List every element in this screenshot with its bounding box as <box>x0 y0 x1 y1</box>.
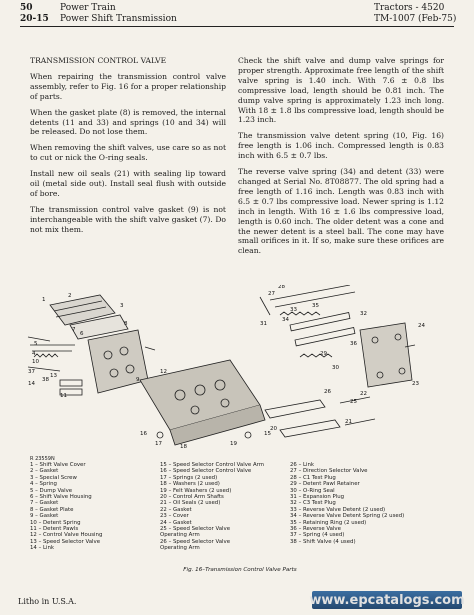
part-callout: 28 <box>278 285 285 290</box>
part-callout: 8 <box>124 321 128 327</box>
legend-item: 8 – Gasket Plate <box>30 506 74 513</box>
exploded-view-illustration <box>20 285 450 455</box>
part-callout: 26 <box>324 389 331 395</box>
legend-item: 21 – Oil Seals (2 used) <box>160 500 221 507</box>
legend-item: 13 – Speed Selector Valve <box>30 538 101 545</box>
part-callout: 3 <box>120 303 124 309</box>
part-callout: 33 <box>290 307 297 313</box>
paragraph: The transmission control valve gasket (9) is not interchangeable with the shift valve gasket (7). Do not mix them. <box>30 204 226 234</box>
legend-col-1 <box>30 462 102 552</box>
legend-item: 15 – Speed Selector Control Valve Arm <box>160 462 265 468</box>
legend-item: 26 – Speed Selector Valve <box>160 538 231 545</box>
legend-item: 24 – Gasket <box>160 519 192 526</box>
legend-item: 12 – Control Valve Housing <box>30 532 103 539</box>
legend-item: 7 – Gasket <box>30 500 59 507</box>
part-callout: 35 <box>312 303 319 309</box>
left-column <box>30 56 226 241</box>
part-callout: 36 <box>350 341 357 347</box>
figure-caption: Fig. 16–Transmission Control Valve Parts <box>183 567 297 573</box>
part-callout: 24 <box>418 323 425 329</box>
part-callout: 25 <box>350 399 357 405</box>
part-callout: 19 <box>230 441 237 447</box>
legend-item: 19 – Felt Washers (2 used) <box>160 487 232 494</box>
paragraph: Check the shift valve and dump valve springs for proper strength. Approximate free length of the shift valve spring is 1.40 inch. With 7.6 ± 0.8 lbs compressive load, length should be 0.81 inch. The dump valve spring is approximately 1.23 inch long. With 18 ± 1.8 lbs compressive load, length should be 1.23 inch. <box>238 56 444 125</box>
legend-item: 36 – Reverse Valve <box>290 526 341 533</box>
legend-item: 31 – Expansion Plug <box>290 494 345 501</box>
paragraph: When removing the shift valves, use care so as not to cut or nick the O-ring seals. <box>30 143 226 163</box>
part-callout: 7 <box>72 327 76 333</box>
legend-item: 33 – Reverse Valve Detent (2 used) <box>290 506 386 513</box>
part-callout: 22 <box>360 391 367 397</box>
right-column <box>238 56 444 262</box>
part-callout: 4 <box>32 351 36 357</box>
part-callout: 18 <box>180 444 187 450</box>
part-callout: 10 <box>32 359 39 365</box>
part-callout: 34 <box>282 317 289 323</box>
paragraph: When the gasket plate (8) is removed, the internal detents (11 and 33) and springs (10 and 34) will be released. Do not lose them. <box>30 107 226 137</box>
legend-col-2 <box>160 462 264 552</box>
part-callout: 23 <box>412 381 419 387</box>
part-callout: 15 <box>264 431 271 437</box>
page-number: 50 <box>20 3 33 13</box>
legend-item: 38 – Shift Valve (4 used) <box>290 538 356 545</box>
legend-item: Operating Arm <box>160 545 200 552</box>
legend-item: 4 – Spring <box>30 481 57 488</box>
legend-item: 32 – C3 Test Plug <box>290 500 336 507</box>
part-callout: 2 <box>68 293 72 299</box>
legend-item: 17 – Springs (2 used) <box>160 474 218 481</box>
legend-item: 3 – Special Screw <box>30 474 77 481</box>
legend-item: 16 – Speed Selector Control Valve <box>160 468 252 475</box>
legend-item: 11 – Detent Pawls <box>30 526 79 533</box>
legend-item: 35 – Retaining Ring (2 used) <box>290 519 367 526</box>
legend-item: 27 – Direction Selector Valve <box>290 468 368 475</box>
manual-title: Tractors - 4520 <box>374 3 445 13</box>
manual-ref: TM-1007 (Feb-75) <box>374 14 457 24</box>
part-callout: 9 <box>136 377 140 383</box>
part-callout: 38 <box>42 377 49 383</box>
part-callout: 30 <box>332 365 339 371</box>
part-callout: 16 <box>140 431 147 437</box>
legend-item: 25 – Speed Selector Valve <box>160 526 231 533</box>
part-callout: 1 <box>42 297 46 303</box>
legend-item: Operating Arm <box>160 532 200 539</box>
part-callout: 17 <box>155 441 162 447</box>
header-rule <box>20 26 454 27</box>
legend-item: 14 – Link <box>30 545 55 552</box>
part-callout: 31 <box>260 321 267 327</box>
legend-item: 18 – Washers (2 used) <box>160 481 220 488</box>
legend-item: 30 – O-Ring Seal <box>290 487 335 494</box>
legend-item: 26 – Link <box>290 462 315 468</box>
legend-item: 6 – Shift Valve Housing <box>30 494 92 501</box>
legend-col-3 <box>290 462 404 545</box>
part-callout: 5 <box>34 341 38 347</box>
part-callout: 27 <box>268 291 275 297</box>
part-callout: 37 <box>28 369 35 375</box>
page-ref: 20-15 <box>20 14 49 24</box>
section-title: Power Train <box>60 3 116 13</box>
paragraph: The reverse valve spring (34) and detent (33) were changed at Serial No. 8T08877. The old spring had a free length of 1.16 inch. Length was 0.83 inch with 6.5 ± 0.7 lbs compressive load. Newer spring is 1.12 inch in length. With 16 ± 1.6 lbs compressive load, length is 0.60 inch. The older detent was a cone and the newer detent is a steel ball. The cone may have small orifices in it. If so, make sure these orifices are clean. <box>238 167 444 256</box>
paragraph: When repairing the transmission control valve assembly, refer to Fig. 16 for a proper relationship of parts. <box>30 71 226 101</box>
part-callout: 13 <box>50 373 57 379</box>
legend-item: 29 – Detent Pawl Retainer <box>290 481 360 488</box>
part-callout: 6 <box>80 331 84 337</box>
footer-printed: Litho in U.S.A. <box>18 597 77 606</box>
part-callout: 12 <box>160 369 167 375</box>
paragraph: The transmission valve detent spring (10, Fig. 16) free length is 1.06 inch. Compressed length is 0.83 inch with 6.5 ± 0.7 lbs. <box>238 131 444 161</box>
part-callout: 14 <box>28 381 35 387</box>
legend-item: 5 – Dump Valve <box>30 487 73 494</box>
subsection-title: Power Shift Transmission <box>60 14 177 24</box>
image-code: R 23559N <box>30 456 55 462</box>
part-callout: 29 <box>320 351 327 357</box>
part-callout: 20 <box>270 426 277 432</box>
watermark-logo: www.epcatalogs.com <box>309 592 465 608</box>
legend-item: 1 – Shift Valve Cover <box>30 462 86 468</box>
legend-item: 9 – Gasket <box>30 513 59 520</box>
legend-item: 22 – Gasket <box>160 506 192 513</box>
legend-item: 34 – Reverse Valve Detent Spring (2 used) <box>290 513 405 520</box>
part-callout: 32 <box>360 311 367 317</box>
paragraph: Install new oil seals (21) with sealing lip toward oil (metal side out). Install seal flush with outside of bore. <box>30 169 226 198</box>
legend-item: 28 – C1 Test Plug <box>290 474 336 481</box>
section-heading: TRANSMISSION CONTROL VALVE <box>30 56 167 65</box>
part-callout: 21 <box>345 419 352 425</box>
legend-item: 10 – Detent Spring <box>30 519 81 526</box>
legend-item: 37 – Spring (4 used) <box>290 532 345 539</box>
part-callout: 11 <box>60 393 67 399</box>
legend-item: 23 – Cover <box>160 513 189 520</box>
legend-item: 20 – Control Arm Shafts <box>160 494 224 501</box>
legend-item: 2 – Gasket <box>30 468 59 475</box>
